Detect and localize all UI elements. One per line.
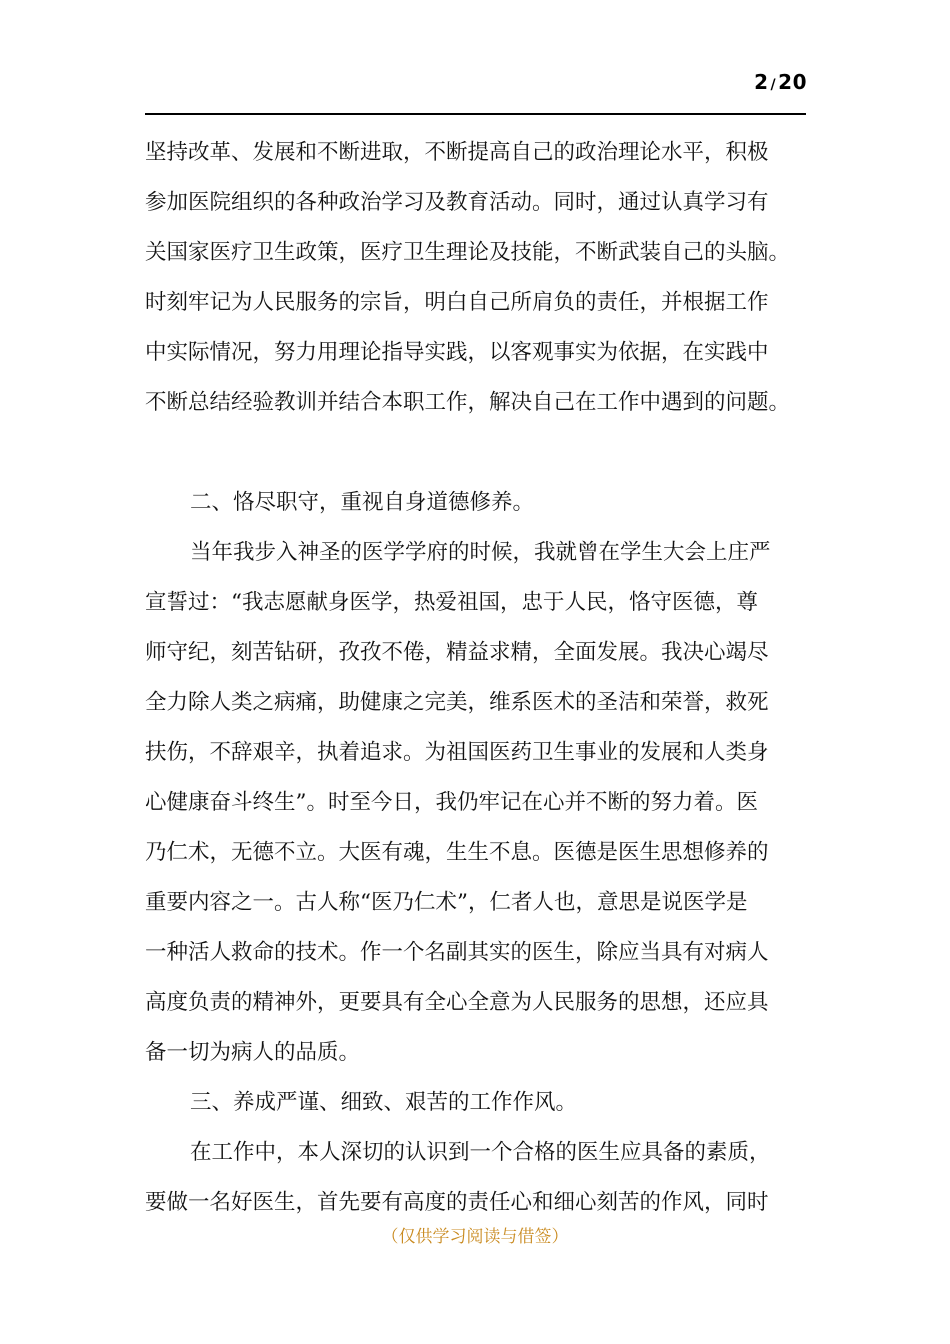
body-line: 一种活人救命的技术。作一个名副其实的医生，除应当具有对病人 [145, 940, 769, 965]
page-number [754, 70, 807, 94]
body-line: 宣誓过：“我志愿献身医学，热爱祖国，忠于人民，恪守医德，尊 [145, 590, 758, 615]
header-divider [145, 113, 806, 115]
body-line: 扶伤，不辞艰辛，执着追求。为祖国医药卫生事业的发展和人类身 [145, 740, 769, 765]
body-line: 不断总结经验教训并结合本职工作，解决自己在工作中遇到的问题。 [145, 390, 791, 415]
body-line: 心健康奋斗终生”。时至今日，我仍牢记在心并不断的努力着。医 [145, 790, 758, 815]
section-heading: 三、养成严谨、细致、艰苦的工作作风。 [190, 1090, 578, 1115]
body-line: 师守纪，刻苦钻研，孜孜不倦，精益求精，全面发展。我决心竭尽 [145, 640, 769, 665]
body-line: 高度负责的精神外，更要具有全心全意为人民服务的思想，还应具 [145, 990, 769, 1015]
body-line: 全力除人类之病痛，助健康之完美，维系医术的圣洁和荣誉，救死 [145, 690, 769, 715]
body-line: 要做一名好医生，首先要有高度的责任心和细心刻苦的作风，同时 [145, 1190, 769, 1215]
body-line: 坚持改革、发展和不断进取，不断提高自己的政治理论水平，积极 [145, 140, 769, 165]
paragraph-spacer [145, 428, 810, 478]
footer-disclaimer: （仅供学习阅读与借签） [381, 1227, 569, 1247]
document-body [145, 128, 810, 1228]
body-line: 乃仁术，无德不立。大医有魂，生生不息。医德是医生思想修养的 [145, 840, 769, 865]
body-line: 关国家医疗卫生政策，医疗卫生理论及技能，不断武装自己的头脑。 [145, 240, 791, 265]
page-separator: / [770, 77, 777, 93]
page-total: 20 [778, 70, 807, 94]
body-line: 重要内容之一。古人称“医乃仁术”，仁者人也，意思是说医学是 [145, 890, 748, 915]
body-line: 参加医院组织的各种政治学习及教育活动。同时，通过认真学习有 [145, 190, 769, 215]
page-current: 2 [754, 70, 769, 94]
body-line: 当年我步入神圣的医学学府的时候，我就曾在学生大会上庄严 [190, 540, 771, 565]
body-line: 时刻牢记为人民服务的宗旨，明白自己所肩负的责任，并根据工作 [145, 290, 769, 315]
body-line: 备一切为病人的品质。 [145, 1040, 361, 1065]
body-line: 中实际情况，努力用理论指导实践，以客观事实为依据，在实践中 [145, 340, 769, 365]
section-heading: 二、恪尽职守，重视自身道德修养。 [190, 490, 535, 515]
body-line: 在工作中，本人深切的认识到一个合格的医生应具备的素质， [190, 1140, 771, 1165]
